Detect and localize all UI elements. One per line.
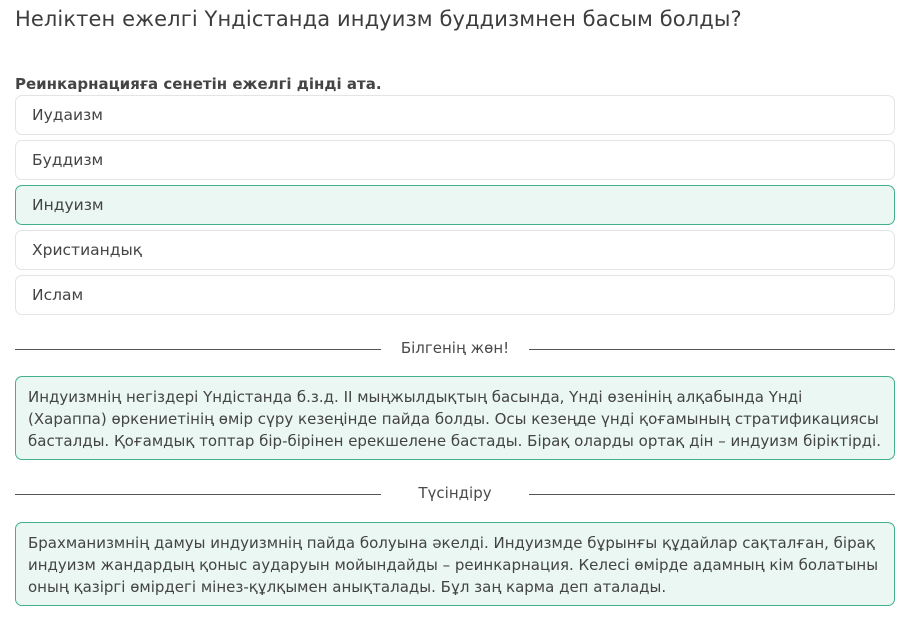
explanation-panel [15,522,895,606]
explanation-divider [15,484,895,504]
question-prompt: Реинкарнацияға сенетін ежелгі дінді ата. [15,75,382,93]
feedback-heading: Білгенің жөн! [400,339,510,357]
feedback-text: Индуизмнің негіздері Үндістанда б.з.д. II мыңжылдықтың басында, Үнді өзенінің алқабында Үнді (Хараппа) өркениетінің өмір сүру кезеңінде пайда болды. Осы кезеңде үнді қоғамының стратификациясы басталды. Қоғамдық топтар бір-бірінен ерекшелене бастады. Бірақ оларды ортақ дін – индуизм біріктірді. [28,388,881,450]
feedback-divider [15,339,895,359]
option-buddhism[interactable] [15,140,895,180]
option-christianity[interactable] [15,230,895,270]
answer-options [15,95,895,320]
option-label: Буддизм [32,151,104,169]
feedback-panel [15,376,895,460]
option-label: Индуизм [32,196,104,214]
option-islam[interactable] [15,275,895,315]
option-iudaism[interactable] [15,95,895,135]
divider-line [529,349,895,350]
question-title: Неліктен ежелгі Үндістанда индуизм буддизмнен басым болды? [15,7,742,31]
divider-line [529,494,895,495]
explanation-heading: Түсіндіру [418,484,492,502]
option-label: Иудаизм [32,106,103,124]
option-label: Христиандық [32,241,143,259]
option-hinduism[interactable] [15,185,895,225]
option-label: Ислам [32,286,84,304]
explanation-text: Брахманизмнің дамуы индуизмнің пайда болуына әкелді. Индуизмде бұрынғы құдайлар сақталған, бірақ индуизм жандардың қоныс аударуын мойындайды – реинкарнация. Келесі өмірде адамның кім болатыны оның қазіргі өмірдегі мінез-құлқымен анықталады. Бұл заң карма деп аталады. [28,534,879,596]
